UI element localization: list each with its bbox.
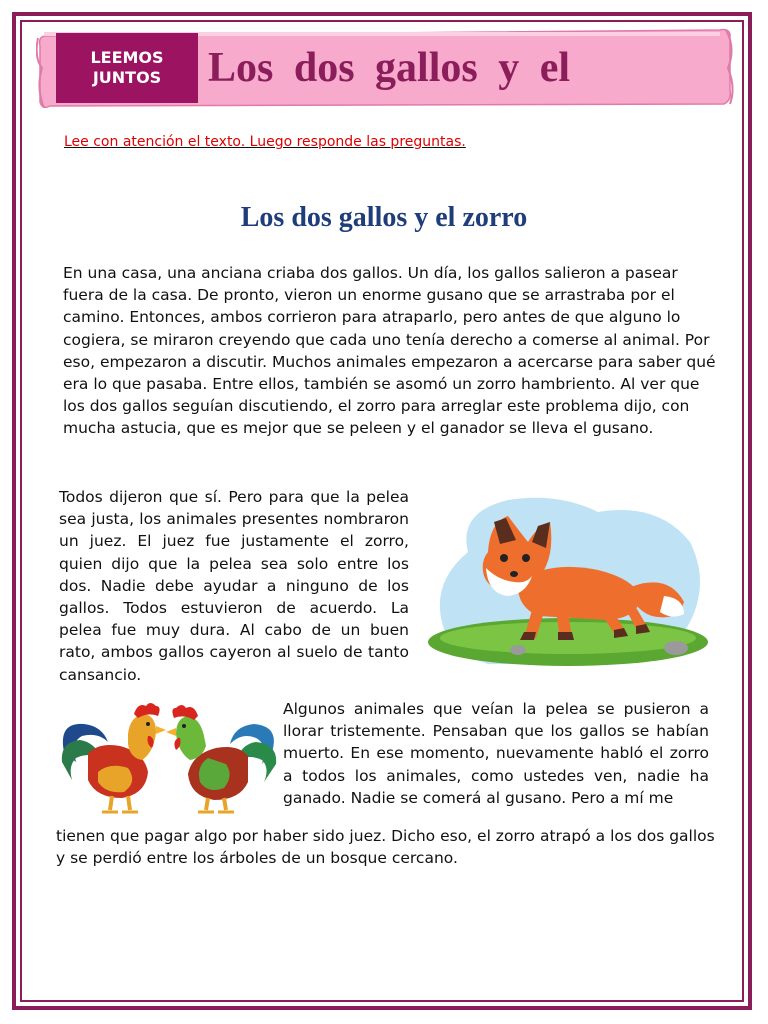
badge-line-2: JUNTOS <box>92 68 162 87</box>
story-paragraph-4: tienen que pagar algo por haber sido juez. Dicho eso, el zorro atrapó a los dos gallos y se perdió entre los árboles de un bosque cercano. <box>56 827 715 868</box>
leemos-juntos-badge <box>56 33 198 103</box>
story-paragraph-2: Todos dijeron que sí. Pero para que la pelea sea justa, los animales presentes nombraron un juez. El juez fue justamente el zorro, quien dijo que la pelea sea solo entre los dos. Nadie debe ayudar a ninguno de los gallos. Todos estuvieron de acuerdo. La pelea fue muy dura. Al cabo de un buen rato, ambos gallos cayeron al suelo de tanto cansancio. <box>59 488 409 684</box>
roosters-illustration <box>58 702 280 820</box>
story-title: Los dos gallos y el zorro <box>240 202 528 233</box>
story-paragraph-1: En una casa, una anciana criaba dos gallos. Un día, los gallos salieron a pasear fuera de la casa. De pronto, vieron un enorme gusano que se arrastraba por el camino. Entonces, ambos corrieron para atraparlo, pero antes de que alguno lo cogiera, se miraron creyendo que cada uno tenía derecho a comerse al animal. Por eso, empezaron a discutir. Muchos animales empezaron a acercarse para saber qué era lo que pasaba. Entre ellos, también se asomó un zorro hambriento. Al ver que los dos gallos seguían discutiendo, el zorro para arreglar este problema dijo, con mucha astucia, que es mejor que se peleen y el ganador se lleva el gusano. <box>63 264 716 438</box>
badge-line-1: LEEMOS <box>90 48 164 67</box>
fox-illustration <box>428 492 710 672</box>
instruction-text: Lee con atención el texto. Luego responde las preguntas. <box>64 134 466 150</box>
story-paragraph-3: Algunos animales que veían la pelea se pusieron a llorar tristemente. Pensaban que los gallos se habían muerto. En ese momento, nuevamente habló el zorro a todos los animales, como ustedes ven, nadie ha ganado. Nadie se comerá al gusano. Pero a mí me <box>283 700 709 807</box>
banner-title: Los dos gallos y el <box>208 45 571 91</box>
